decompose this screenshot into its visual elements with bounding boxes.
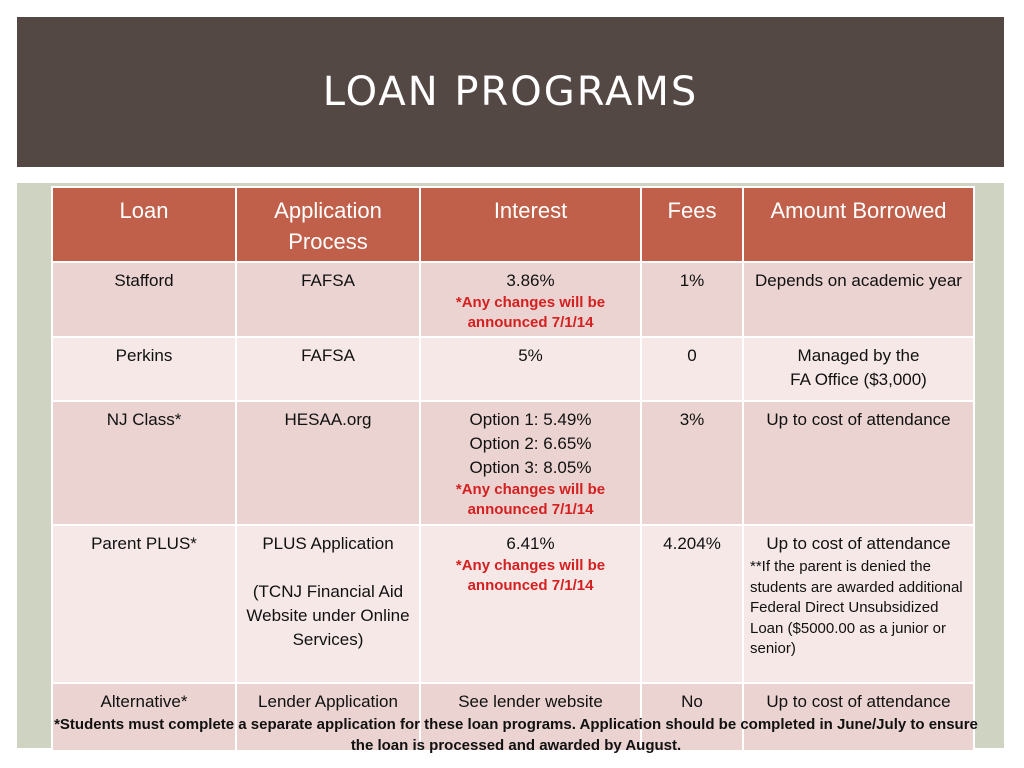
cell-process: HESAA.org	[236, 401, 420, 525]
cell-loan: Perkins	[52, 337, 236, 401]
parent-denied-note: **If the parent is denied the students are awarded additional Federal Direct Unsubsidized Loan ($5000.00 as a junior or senior)	[750, 558, 963, 657]
amount-text: Up to cost of attendance	[766, 534, 951, 553]
amount-line-1: Managed by the	[797, 346, 920, 365]
table-row	[52, 337, 974, 401]
cell-interest: See lender website	[420, 683, 641, 751]
interest-rate: 6.41%	[506, 534, 555, 553]
process-note: (TCNJ Financial Aid Website under Online Services)	[246, 582, 410, 649]
cell-loan: Stafford	[52, 262, 236, 337]
table-row	[52, 262, 974, 337]
cell-fees: 1%	[641, 262, 743, 337]
interest-change-note: *Any changes will be announced 7/1/14	[455, 294, 606, 331]
interest-option-3: Option 3: 8.05%	[469, 458, 592, 477]
header-interest: Interest	[420, 187, 641, 262]
cell-process: FAFSA	[236, 337, 420, 401]
cell-amount: Depends on academic year	[743, 262, 974, 337]
header-loan: Loan	[52, 187, 236, 262]
cell-fees: No	[641, 683, 743, 751]
title-bar	[17, 17, 1004, 167]
cell-amount	[743, 337, 974, 401]
cell-fees: 4.204%	[641, 525, 743, 683]
loan-programs-table	[51, 186, 975, 752]
process-name: PLUS Application	[262, 534, 394, 553]
table-row	[52, 401, 974, 525]
table-row	[52, 525, 974, 683]
interest-rate: 3.86%	[506, 271, 555, 290]
cell-fees: 0	[641, 337, 743, 401]
interest-option-2: Option 2: 6.65%	[469, 434, 592, 453]
cell-fees: 3%	[641, 401, 743, 525]
cell-amount: Up to cost of attendance	[743, 401, 974, 525]
cell-interest	[420, 262, 641, 337]
cell-loan: Alternative*	[52, 683, 236, 751]
interest-change-note: *Any changes will be announced 7/1/14	[455, 481, 606, 518]
cell-process	[236, 525, 420, 683]
cell-process: Lender Application	[236, 683, 420, 751]
cell-amount	[743, 525, 974, 683]
cell-interest: 5%	[420, 337, 641, 401]
cell-loan: Parent PLUS*	[52, 525, 236, 683]
cell-process: FAFSA	[236, 262, 420, 337]
header-fees: Fees	[641, 187, 743, 262]
footnote: *Students must complete a separate application for these loan programs. Application should be completed in June/July to ensure the loan is processed and awarded by August.	[54, 716, 978, 754]
cell-interest	[420, 525, 641, 683]
interest-change-note: *Any changes will be announced 7/1/14	[455, 557, 606, 594]
header-amount-borrowed: Amount Borrowed	[743, 187, 974, 262]
table-header-row	[52, 187, 974, 262]
cell-amount: Up to cost of attendance	[743, 683, 974, 751]
header-application-process: Application Process	[236, 187, 420, 262]
interest-option-1: Option 1: 5.49%	[469, 410, 592, 429]
page-title: LOAN PROGRAMS	[322, 69, 699, 115]
cell-interest	[420, 401, 641, 525]
cell-loan: NJ Class*	[52, 401, 236, 525]
amount-line-2: FA Office ($3,000)	[790, 370, 927, 389]
